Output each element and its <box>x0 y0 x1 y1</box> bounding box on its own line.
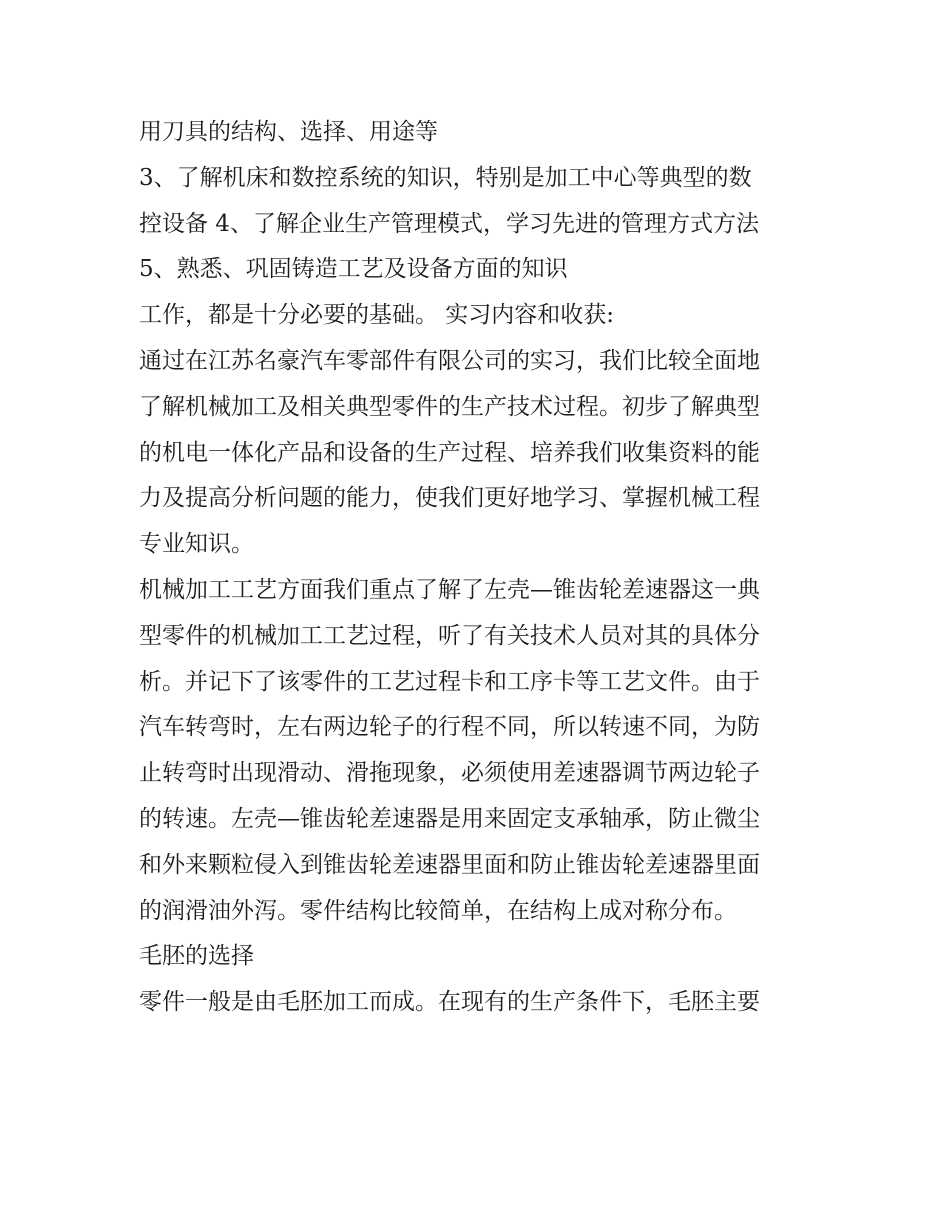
text-line: 的转速。左壳—锥齿轮差速器是用来固定支承轴承，防止微尘 <box>139 805 760 832</box>
text-line: 控设备 4、了解企业生产管理模式，学习先进的管理方式方法 <box>139 210 759 237</box>
text-line: 用刀具的结构、选择、用途等 <box>139 119 438 145</box>
text-line: 止转弯时出现滑动、滑拖现象，必须使用差速器调节两边轮子 <box>139 760 760 787</box>
text-line: 的机电一体化产品和设备的生产过程、培养我们收集资料的能 <box>139 439 760 466</box>
text-line: 和外来颗粒侵入到锥齿轮差速器里面和防止锥齿轮差速器里面 <box>139 851 760 878</box>
text-line: 零件一般是由毛胚加工而成。在现有的生产条件下，毛胚主要 <box>139 989 760 1016</box>
text-line: 机械加工工艺方面我们重点了解了左壳—锥齿轮差速器这一典 <box>139 576 760 603</box>
text-line: 的润滑油外泻。零件结构比较简单，在结构上成对称分布。 <box>139 897 737 924</box>
document-body <box>139 110 829 1026</box>
text-line: 专业知识。 <box>139 531 254 558</box>
text-line: 毛胚的选择 <box>139 943 254 970</box>
text-line: 通过在江苏名豪汽车零部件有限公司的实习，我们比较全面地 <box>139 347 760 374</box>
text-line: 力及提高分析问题的能力，使我们更好地学习、掌握机械工程 <box>139 485 760 512</box>
text-line: 汽车转弯时，左右两边轮子的行程不同，所以转速不同，为防 <box>139 714 760 741</box>
text-line: 5、熟悉、巩固铸造工艺及设备方面的知识 <box>139 256 568 283</box>
text-line: 工作，都是十分必要的基础。 实习内容和收获: <box>139 302 615 329</box>
text-line: 型零件的机械加工工艺过程，听了有关技术人员对其的具体分 <box>139 622 760 649</box>
text-line: 了解机械加工及相关典型零件的生产技术过程。初步了解典型 <box>139 393 760 420</box>
text-line: 3、了解机床和数控系统的知识，特别是加工中心等典型的数 <box>139 164 752 191</box>
text-line: 析。并记下了该零件的工艺过程卡和工序卡等工艺文件。由于 <box>139 668 760 695</box>
